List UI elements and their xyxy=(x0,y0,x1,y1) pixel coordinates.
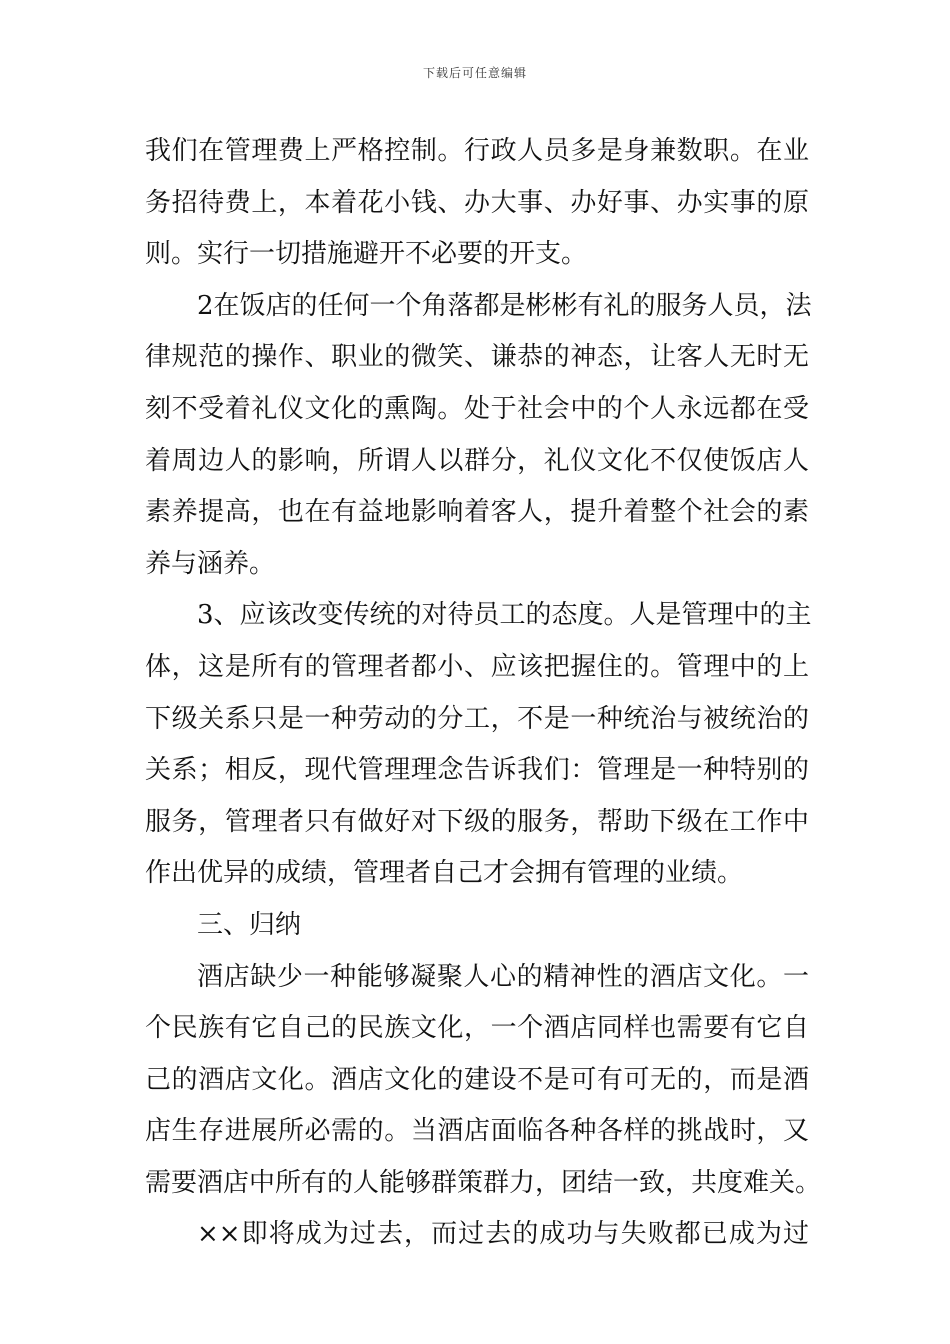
section-heading: 三、归纳 xyxy=(197,909,302,940)
paragraph-line: 个民族有它自己的民族文化，一个酒店同样也需要有它自 xyxy=(145,1013,809,1044)
paragraph-line: 着周边人的影响，所谓人以群分，礼仪文化不仅使饭店人 xyxy=(145,445,809,476)
paragraph-line: 己的酒店文化。酒店文化的建设不是可有可无的，而是酒 xyxy=(145,1064,809,1095)
paragraph-line: 服务，管理者只有做好对下级的服务，帮助下级在工作中 xyxy=(145,806,809,837)
paragraph-line: 养与涵养。 xyxy=(145,548,276,579)
paragraph-line: 作出优异的成绩，管理者自己才会拥有管理的业绩。 xyxy=(145,858,744,889)
paragraph-line: 需要酒店中所有的人能够群策群力，团结一致，共度难关。 xyxy=(145,1167,822,1198)
paragraph-line: ××即将成为过去，而过去的成功与失败都已成为过 xyxy=(197,1219,809,1250)
paragraph-line: 2在饭店的任何一个角落都是彬彬有礼的服务人员，法 xyxy=(197,290,812,321)
paragraph-line: 3、应该改变传统的对待员工的态度。人是管理中的主 xyxy=(197,600,812,631)
paragraph-line: 则。实行一切措施避开不必要的开支。 xyxy=(145,239,588,270)
paragraph-line: 务招待费上，本着花小钱、办大事、办好事、办实事的原 xyxy=(145,187,809,218)
paragraph-line: 体，这是所有的管理者都小、应该把握住的。管理中的上 xyxy=(145,651,809,682)
paragraph-line: 店生存进展所必需的。当酒店面临各种各样的挑战时，又 xyxy=(145,1116,809,1147)
paragraph-line: 酒店缺少一种能够凝聚人心的精神性的酒店文化。一 xyxy=(197,961,809,992)
document-body xyxy=(145,128,822,1263)
page-header: 下载后可任意编辑 xyxy=(422,66,527,80)
paragraph-line: 律规范的操作、职业的微笑、谦恭的神态，让客人无时无 xyxy=(145,342,809,373)
paragraph-line: 素养提高，也在有益地影响着客人，提升着整个社会的素 xyxy=(145,497,809,528)
paragraph-line: 下级关系只是一种劳动的分工，不是一种统治与被统治的 xyxy=(145,703,809,734)
paragraph-line: 我们在管理费上严格控制。行政人员多是身兼数职。在业 xyxy=(145,136,809,166)
paragraph-line: 刻不受着礼仪文化的熏陶。处于社会中的个人永远都在受 xyxy=(145,393,809,424)
paragraph-line: 关系；相反，现代管理理念告诉我们：管理是一种特别的 xyxy=(145,755,809,786)
